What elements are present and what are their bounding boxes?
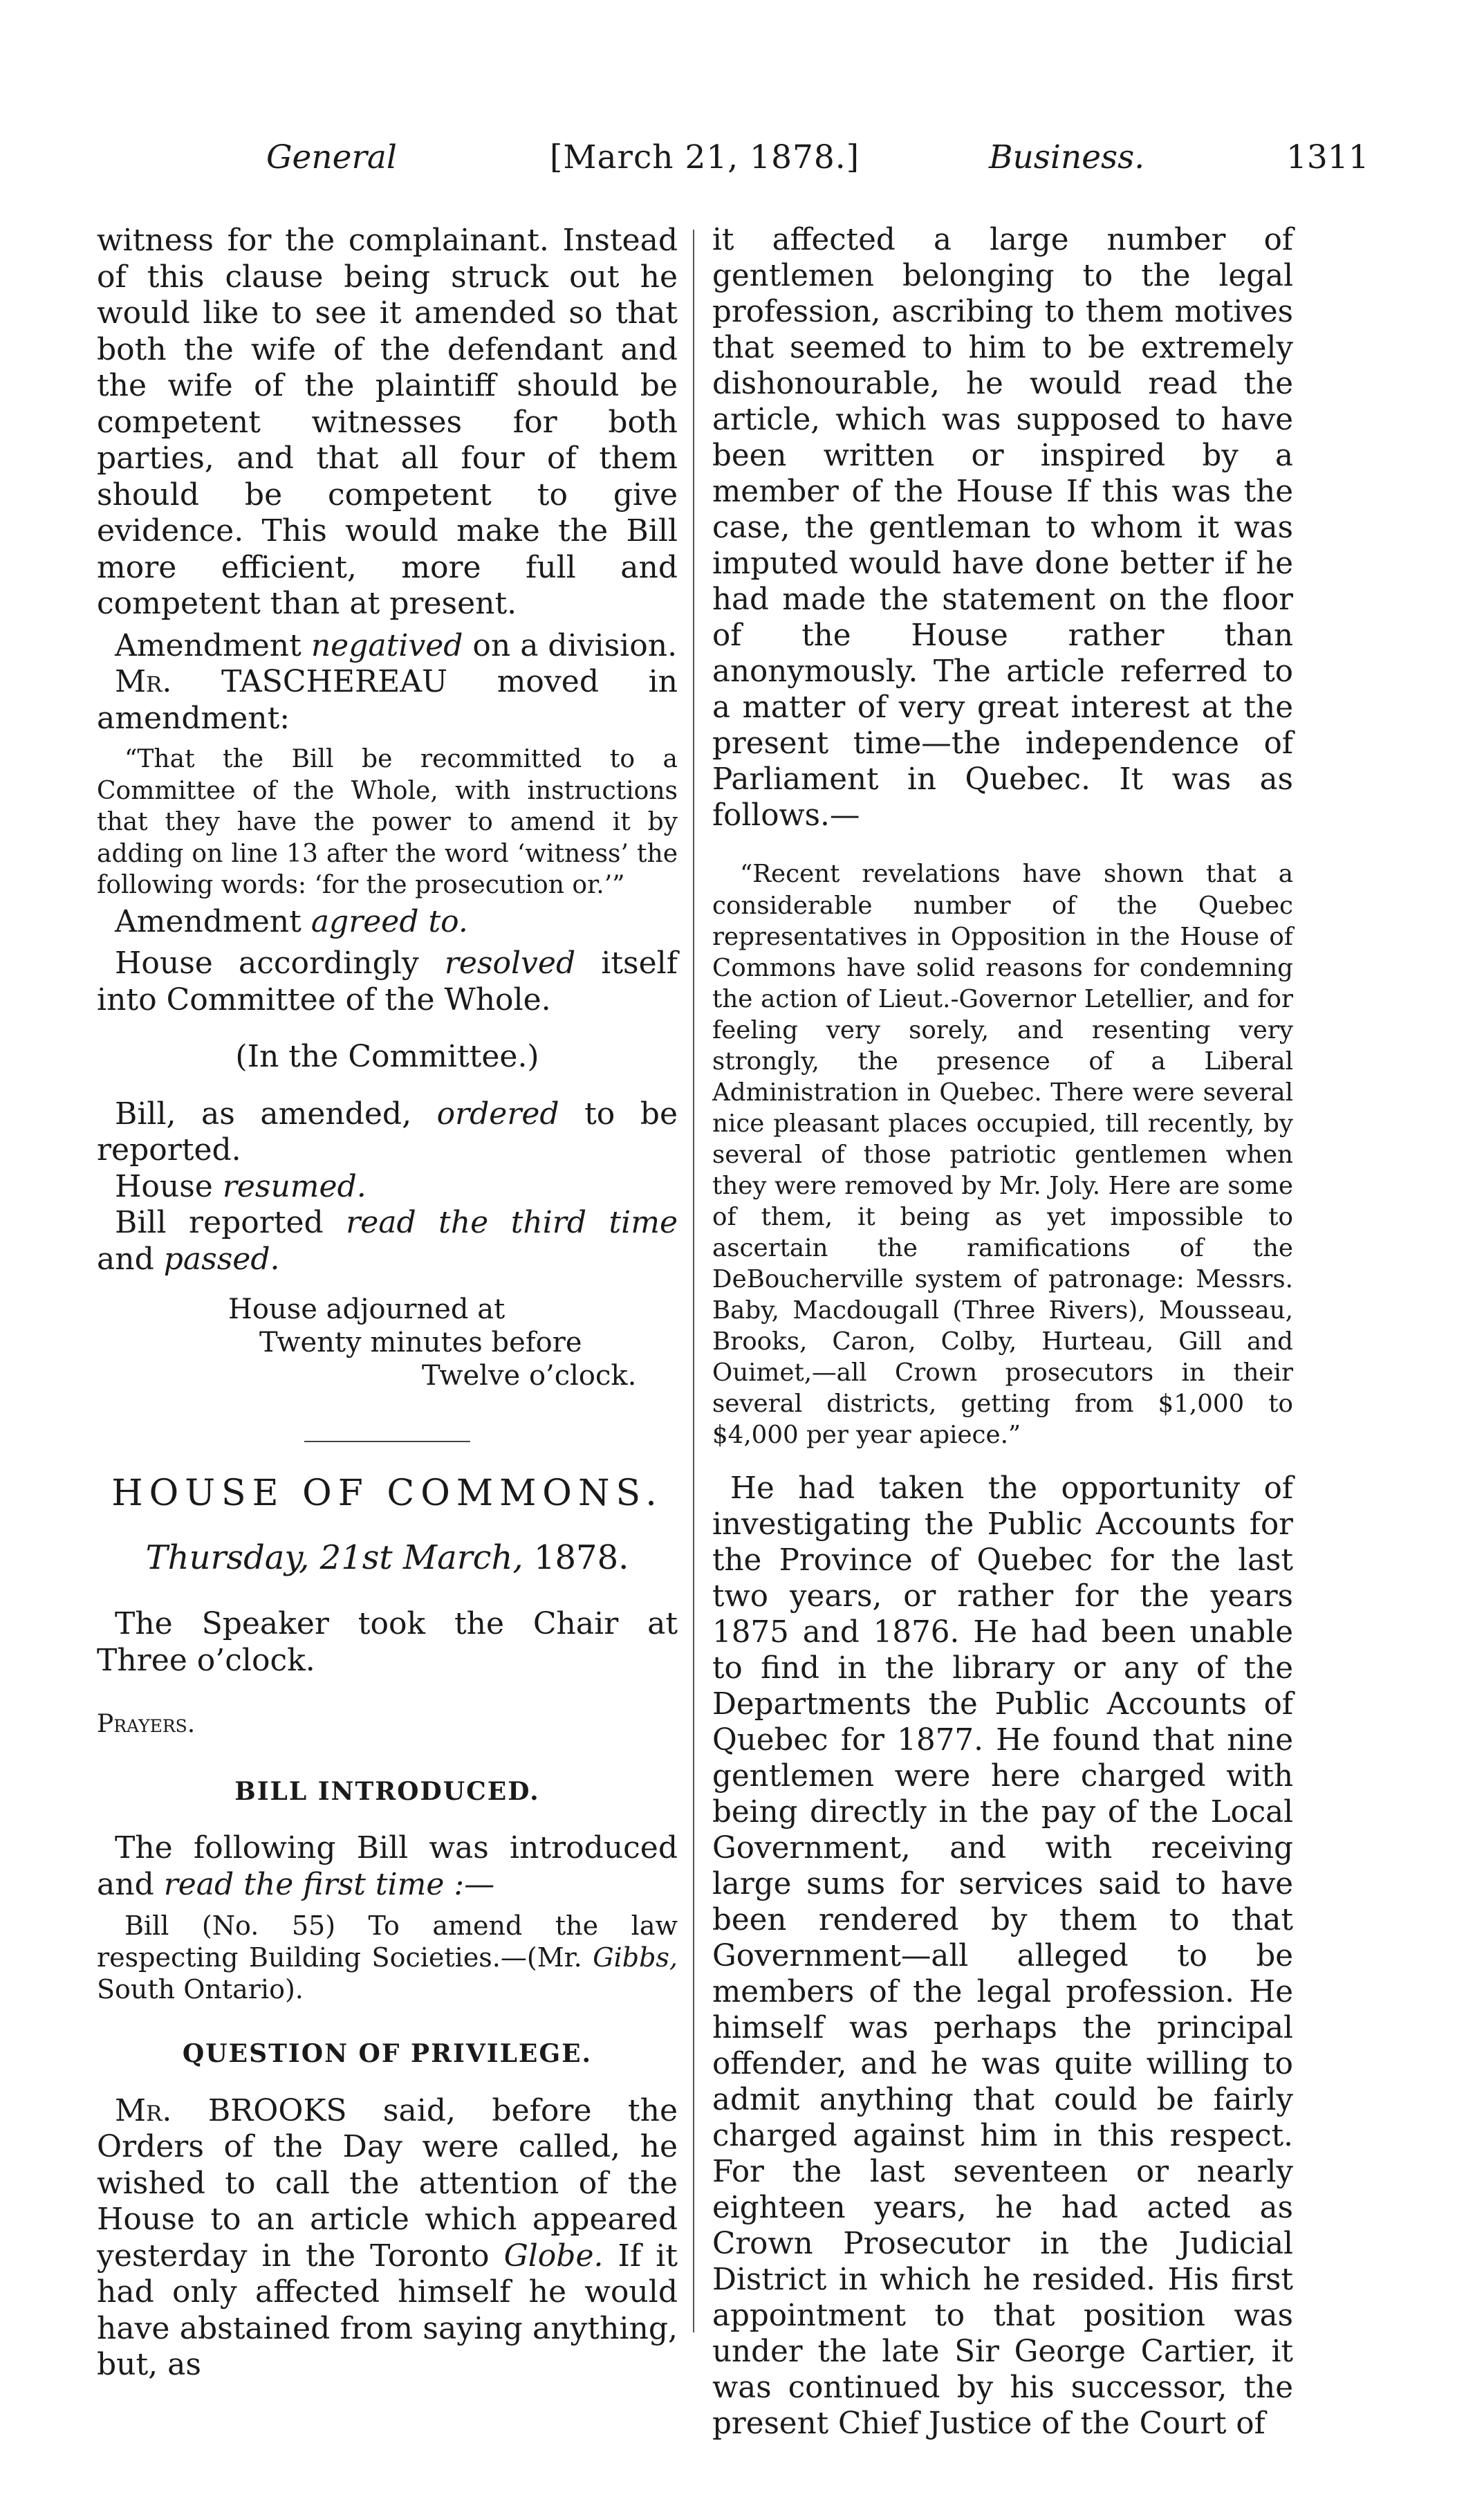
italic-text: resolved (444, 946, 576, 981)
paragraph (97, 2093, 678, 2384)
adjournment-note (97, 1293, 678, 1392)
text: House (115, 1168, 223, 1204)
paragraph: it affected a large number of gentlemen belonging to the legal profession, ascribing to them motives that seemed to him to be extremely dishonourable, he would read the article, which was supposed to have been written or inspired by a member of the House If this was the case, the gentleman to whom it was imputed would have done better if he had made the statement on the floor of the House rather than anonymously. The article referred to a matter of very great interest at the present time—the independence of Parliament in Quebec. It was as follows.— (712, 223, 1293, 833)
text: If it had only affected himself he would have abstained from saying anything, but, as (97, 2238, 678, 2382)
column-divider (693, 230, 694, 2332)
paragraph (97, 628, 678, 665)
text: 1878. (523, 1538, 629, 1577)
left-column (97, 223, 678, 2384)
house-heading: HOUSE OF COMMONS. (111, 1473, 663, 1514)
italic-text: read the third time (346, 1205, 678, 1240)
section-rule (304, 1441, 470, 1442)
text: Amendment (115, 903, 311, 939)
adjournment-line: Twenty minutes before (259, 1327, 582, 1358)
text: South Ontario). (97, 1974, 304, 2005)
section-heading: BILL INTRODUCED. (234, 1776, 540, 1806)
italic-text: agreed to. (310, 903, 468, 939)
header-date: [March 21, 1878.] (550, 138, 860, 176)
italic-text: ordered (436, 1096, 559, 1132)
text: House accordingly (115, 946, 445, 981)
text: on a division. (463, 627, 678, 663)
page-number: 1311 (1286, 138, 1369, 176)
paragraph: The Speaker took the Chair at Three o’clock. (97, 1606, 678, 1678)
italic-text: read the first time :— (163, 1866, 495, 1902)
italic-text: Gibbs, (593, 1942, 678, 1973)
sitting-date (97, 1540, 678, 1576)
header-section-left: General (266, 138, 397, 176)
text: moved in amendment: (97, 664, 678, 736)
text: Amendment (115, 627, 311, 663)
italic-text: 21st March, (309, 1538, 523, 1577)
adjournment-line: Twelve o’clock. (422, 1360, 637, 1392)
speaker-name: Mr. TASCHEREAU (115, 664, 448, 699)
adjournment-line: House adjourned at (228, 1293, 506, 1325)
text: Bill reported (115, 1205, 346, 1240)
italic-text: resumed. (222, 1168, 367, 1204)
text: and (97, 1241, 164, 1277)
text: The following Bill was introduced and (97, 1830, 678, 1902)
speaker-name: Mr. BROOKS (115, 2092, 347, 2128)
paragraph (97, 946, 678, 1018)
paragraph (97, 904, 678, 941)
section-heading: QUESTION OF PRIVILEGE. (182, 2039, 593, 2068)
paragraph (97, 1169, 678, 1206)
paragraph (97, 1205, 678, 1278)
prayers: Prayers. (97, 1710, 196, 1738)
paragraph (97, 664, 678, 737)
text: Bill (No. 55) To amend the law respecting Building Societies.—(Mr. (97, 1910, 678, 1973)
italic-text: Thursday, (145, 1538, 310, 1577)
paragraph: witness for the complainant. Instead of this clause being struck out he would like to see it amended so that both the wife of the defendant and the wife of the plaintiff should be competent witnesses for both parties, and that all four of them should be competent to give evidence. This would make the Bill more efficient, more full and competent than at present. (97, 223, 678, 621)
text: itself into Committee of the Whole. (97, 946, 678, 1017)
text: Bill, as amended, (115, 1096, 437, 1132)
text: said, before the Orders of the Day were called, he wished to call the attention of the House to an article which appeared yesterday in the Toronto (97, 2092, 678, 2274)
right-column (712, 223, 1293, 2442)
quoted-article: “Recent revelations have shown that a considerable number of the Quebec representatives in Opposition in the House of Commons have solid reasons for condemning the action of Lieut.-Governor Letellier, and for feeling very sorely, and resenting very strongly, the presence of a Liberal Administration in Quebec. There were several nice pleasant places occupied, till recently, by several of those patriotic gentlemen when they were removed by Mr. Joly. Here are some of them, it being as yet impossible to ascertain the ramifications of the DeBoucherville system of patronage: Messrs. Baby, Macdougall (Three Rivers), Mousseau, Brooks, Caron, Colby, Hurteau, Gill and Ouimet,—all Crown prosecutors in their several districts, getting from $1,000 to $4,000 per year apiece.” (712, 860, 1293, 1450)
bill-entry (97, 1910, 678, 2005)
committee-note: (In the Committee.) (235, 1039, 539, 1074)
paragraph (97, 1830, 678, 1903)
paragraph: He had taken the opportunity of investigating the Public Accounts for the Province of Quebec for the last two years, or rather for the years 1875 and 1876. He had been unable to find in the library or any of the Departments the Public Accounts of Quebec for 1877. He found that nine gentlemen were here charged with being directly in the pay of the Local Government, and with receiving large sums for services said to have been rendered by them to that Government—all alleged to be members of the legal profession. He himself was perhaps the principal offender, and he was quite willing to admit anything that could be fairly charged against him in this respect. For the last seventeen or nearly eighteen years, he had acted as Crown Prosecutor in the Judicial District in which he resided. His first appointment to that position was under the late Sir George Cartier, it was continued by his successor, the present Chief Justice of the Court of (712, 1471, 1293, 2441)
italic-text: passed. (163, 1241, 280, 1277)
italic-text: Globe. (503, 2238, 604, 2274)
text: to be reported. (97, 1096, 678, 1168)
quoted-motion: “That the Bill be recommitted to a Committee of the Whole, with instructions that they have the power to amend it by adding on line 13 after the word ‘witness’ the following words: ‘for the prosecution or.’” (97, 745, 678, 899)
italic-text: negatived (310, 627, 463, 663)
paragraph (97, 1096, 678, 1169)
header-section-right: Business. (989, 138, 1145, 176)
